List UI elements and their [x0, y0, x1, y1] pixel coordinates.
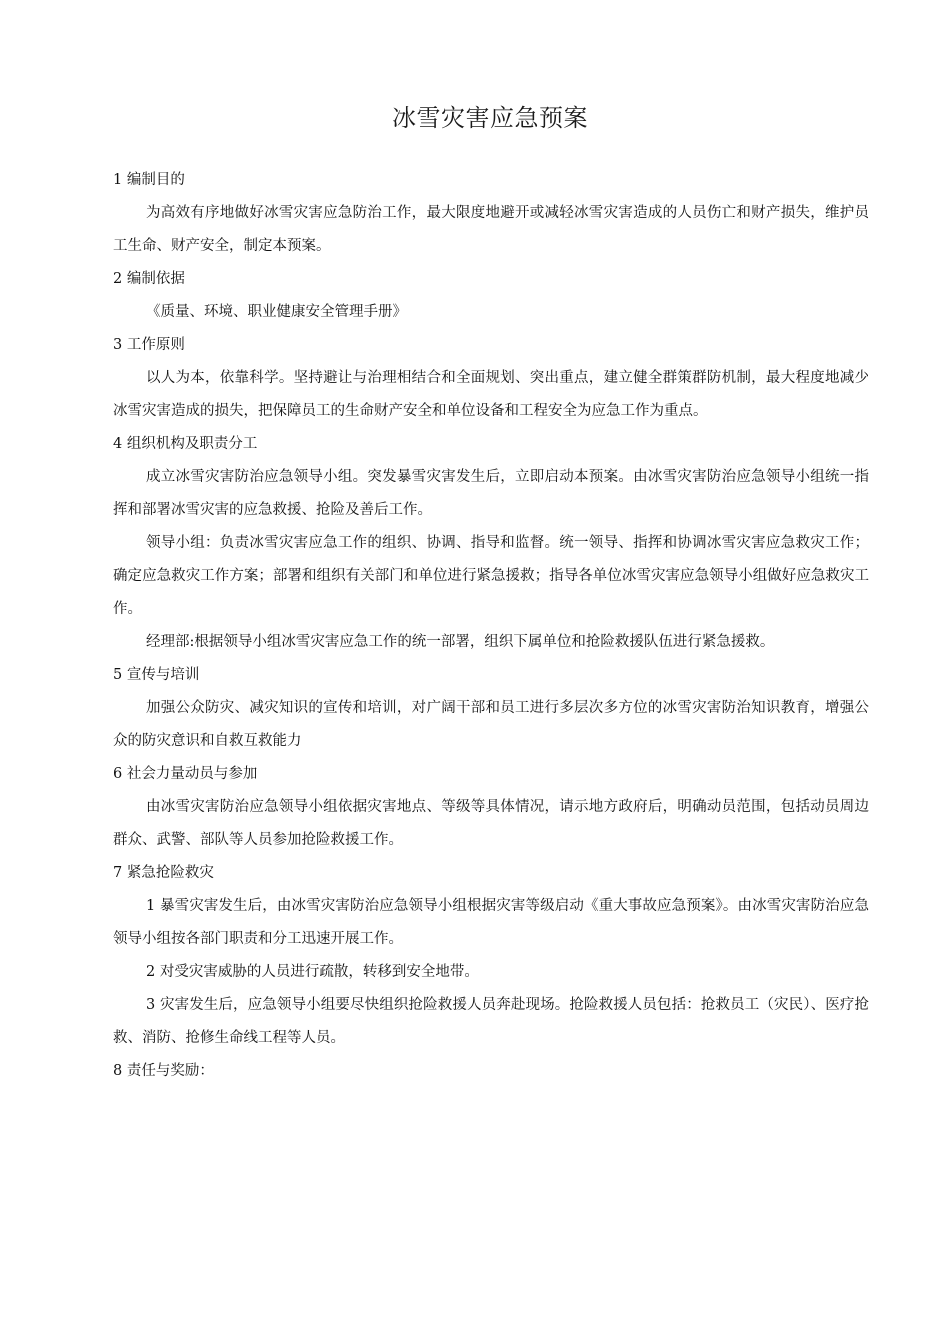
section-heading: 4 组织机构及职责分工 — [113, 436, 258, 452]
section-heading: 6 社会力量动员与参加 — [113, 766, 258, 782]
document-title: 冰雪灾害应急预案 — [392, 104, 588, 132]
paragraph: 2 对受灾害威胁的人员进行疏散，转移到安全地带。 — [146, 964, 479, 980]
section-heading: 7 紧急抢险救灾 — [113, 865, 214, 881]
paragraph: 由冰雪灾害防治应急领导小组依据灾害地点、等级等具体情况，请示地方政府后，明确动员范围，包括动员周边群众、武警、部队等人员参加抢险救援工作。 — [113, 799, 869, 848]
paragraph: 领导小组：负责冰雪灾害应急工作的组织、协调、指导和监督。统一领导、指挥和协调冰雪灾害应急救灾工作；确定应急救灾工作方案；部署和组织有关部门和单位进行紧急援救；指导各单位冰雪灾害应急领导小组做好应急救灾工作。 — [113, 535, 869, 617]
section-heading: 1 编制目的 — [113, 172, 185, 188]
paragraph: 加强公众防灾、减灾知识的宣传和培训，对广阔干部和员工进行多层次多方位的冰雪灾害防治知识教育，增强公众的防灾意识和自救互救能力 — [113, 700, 869, 749]
paragraph: 3 灾害发生后，应急领导小组要尽快组织抢险救援人员奔赴现场。抢险救援人员包括：抢救员工（灾民）、医疗抢救、消防、抢修生命线工程等人员。 — [113, 997, 869, 1046]
paragraph: 1 暴雪灾害发生后，由冰雪灾害防治应急领导小组根据灾害等级启动《重大事故应急预案》。由冰雪灾害防治应急领导小组按各部门职责和分工迅速开展工作。 — [113, 898, 869, 947]
section-heading: 5 宣传与培训 — [113, 667, 200, 683]
section-heading: 8 责任与奖励： — [113, 1063, 214, 1079]
paragraph: 成立冰雪灾害防治应急领导小组。突发暴雪灾害发生后，立即启动本预案。由冰雪灾害防治应急领导小组统一指挥和部署冰雪灾害的应急救援、抢险及善后工作。 — [113, 469, 869, 518]
document-body — [113, 164, 869, 1088]
paragraph: 为高效有序地做好冰雪灾害应急防治工作，最大限度地避开或减轻冰雪灾害造成的人员伤亡和财产损失，维护员工生命、财产安全，制定本预案。 — [113, 205, 869, 254]
paragraph: 《质量、环境、职业健康安全管理手册》 — [146, 304, 407, 320]
paragraph: 以人为本，依靠科学。坚持避让与治理相结合和全面规划、突出重点，建立健全群策群防机制，最大程度地减少冰雪灾害造成的损失，把保障员工的生命财产安全和单位设备和工程安全为应急工作为重点。 — [113, 370, 869, 419]
section-heading: 3 工作原则 — [113, 337, 185, 353]
paragraph: 经理部:根据领导小组冰雪灾害应急工作的统一部署，组织下属单位和抢险救援队伍进行紧急援救。 — [146, 634, 775, 650]
section-heading: 2 编制依据 — [113, 271, 185, 287]
